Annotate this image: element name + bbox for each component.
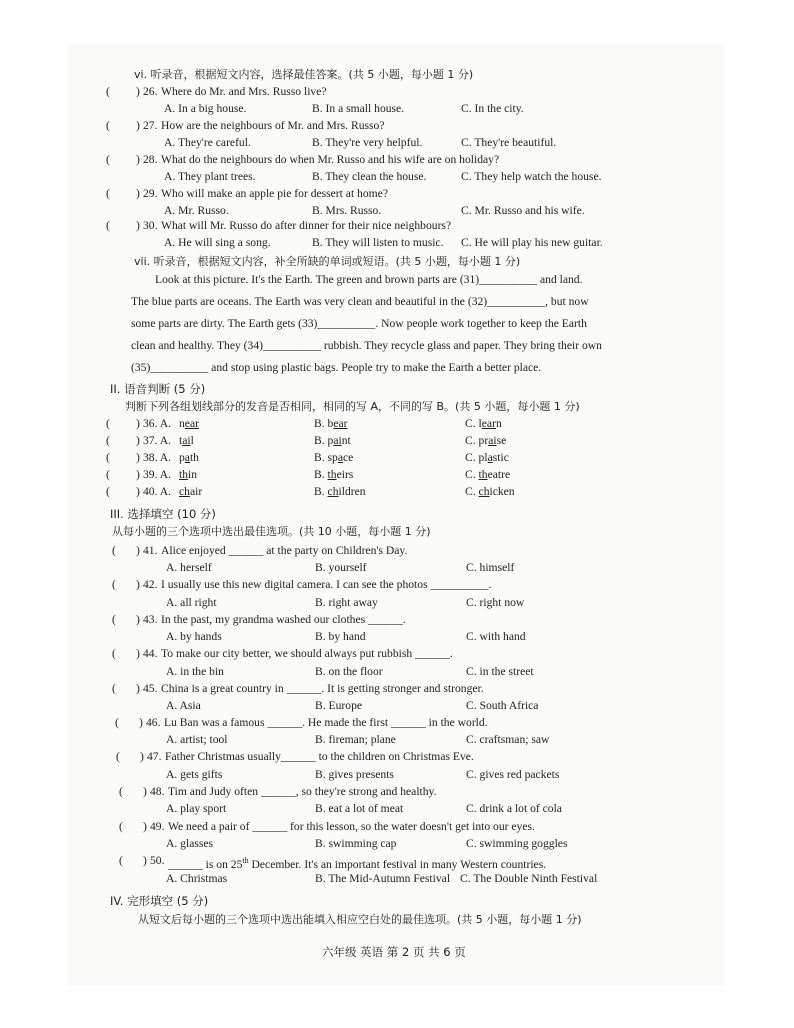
option-b-label: B. — [314, 468, 325, 481]
section-vii-heading: vii. 听录音，根据短文内容，补全所缺的单词或短语。(共 5 小题，每小题 1 分) — [134, 255, 521, 268]
word-a-prefix: n — [179, 417, 185, 430]
option-b-label: B. — [314, 451, 325, 464]
option-c-label: C. — [465, 468, 476, 481]
option-c: C. He will play his new guitar. — [461, 236, 603, 249]
option-b: B. fireman; plane — [315, 733, 396, 746]
word-c-prefix: l — [478, 417, 482, 430]
word-b-suffix: eirs — [336, 468, 354, 481]
option-c: C. They're beautiful. — [461, 136, 557, 149]
question-number: 50. — [150, 854, 165, 867]
word-c — [465, 433, 506, 449]
word-a-prefix: p — [179, 451, 185, 464]
word-a-underlined: ear — [184, 417, 199, 430]
answer-bracket-close: ) — [136, 485, 140, 498]
word-b-underlined: ai — [333, 434, 342, 447]
word-a-underlined: ch — [179, 485, 190, 498]
question-number: 30. — [143, 219, 158, 232]
passage-line-4: clean and healthy. They (34)__________ rubbish. They recycle glass and paper. They bring their own — [131, 339, 602, 352]
answer-bracket-open: ( — [106, 485, 110, 498]
word-a — [179, 433, 194, 449]
word-b — [314, 484, 366, 500]
word-b-prefix: p — [327, 434, 334, 447]
option-c: C. craftsman; saw — [466, 733, 550, 746]
option-b: B. The Mid-Autumn Festival — [315, 872, 451, 885]
option-c: C. with hand — [466, 630, 526, 643]
question-text: I usually use this new digital camera. I can see the photos __________. — [161, 578, 492, 591]
word-c-suffix: stic — [492, 451, 509, 464]
word-c-underlined: a — [487, 451, 493, 464]
option-b: B. on the floor — [315, 665, 383, 678]
option-c-label: C. — [465, 417, 476, 430]
answer-bracket-open: ( — [115, 716, 119, 729]
word-c — [465, 467, 510, 483]
question-number: 27. — [143, 119, 158, 132]
section-3-title: III. 选择填空 (10 分) — [110, 507, 216, 521]
answer-bracket-open: ( — [112, 647, 116, 660]
section-2-instruction: 判断下列各组划线部分的发音是否相同，相同的写 A，不同的写 B。(共 5 小题，每小题 1 分) — [125, 400, 580, 413]
option-c: C. Mr. Russo and his wife. — [461, 204, 585, 217]
word-a-underlined: ai — [182, 434, 191, 447]
word-c-underlined: th — [478, 468, 488, 481]
word-b-underlined: th — [327, 468, 337, 481]
passage-line-2: The blue parts are oceans. The Earth was very clean and beautiful in the (32)__________, but now — [131, 295, 589, 308]
answer-bracket-open: ( — [106, 85, 110, 98]
option-a: A. play sport — [166, 802, 227, 815]
question-text: Where do Mr. and Mrs. Russo live? — [161, 85, 327, 98]
question-number: 42. — [143, 578, 158, 591]
option-b: B. swimming cap — [315, 837, 397, 850]
question-text-start: ______ is on 25 — [168, 857, 243, 871]
passage-line-5: (35)__________ and stop using plastic bags. People try to make the Earth a better place. — [131, 361, 542, 374]
answer-bracket-open: ( — [106, 119, 110, 132]
word-b-suffix: nt — [341, 434, 351, 447]
section-4-instruction: 从短文后每小题的三个选项中选出能填入相应空白处的最佳选项。(共 5 小题，每小题 1 分) — [138, 913, 582, 926]
question-number: 36. A. — [143, 417, 172, 430]
answer-bracket-close: ) — [136, 434, 140, 447]
question-text: What will Mr. Russo do after dinner for their nice neighbours? — [161, 219, 452, 232]
answer-bracket-open: ( — [119, 820, 123, 833]
option-a: A. gets gifts — [166, 768, 223, 781]
option-c: C. gives red packets — [466, 768, 560, 781]
option-c: C. They help watch the house. — [461, 170, 602, 183]
question-text: Tim and Judy often ______, so they're strong and healthy. — [168, 785, 437, 798]
word-a-suffix: th — [189, 451, 199, 464]
word-b — [314, 467, 353, 483]
question-text: How are the neighbours of Mr. and Mrs. Russo? — [161, 119, 385, 132]
option-c: C. in the street — [466, 665, 534, 678]
option-a: A. in the bin — [166, 665, 224, 678]
question-number: 37. A. — [143, 434, 172, 447]
answer-bracket-close: ) — [136, 119, 140, 132]
section-3-instruction: 从每小题的三个选项中选出最佳选项。(共 10 小题，每小题 1 分) — [112, 525, 431, 538]
option-a: A. In a big house. — [164, 102, 247, 115]
word-c-suffix: se — [496, 434, 507, 447]
word-a-suffix: l — [190, 434, 194, 447]
question-number: 46. — [146, 716, 161, 729]
option-b: B. They clean the house. — [312, 170, 427, 183]
question-number: 45. — [143, 682, 158, 695]
question-text: What do the neighbours do when Mr. Russo and his wife are on holiday? — [161, 153, 500, 166]
passage-line-1: Look at this picture. It's the Earth. The green and brown parts are (31)__________ and land. — [155, 273, 583, 286]
option-b: B. Mrs. Russo. — [312, 204, 382, 217]
answer-bracket-close: ) — [136, 468, 140, 481]
option-a: A. by hands — [166, 630, 222, 643]
word-c — [465, 484, 515, 500]
option-b-label: B. — [314, 417, 325, 430]
question-number: 28. — [143, 153, 158, 166]
question-number: 39. A. — [143, 468, 172, 481]
word-a-underlined: th — [179, 468, 189, 481]
answer-bracket-close: ) — [143, 785, 147, 798]
option-a: A. glasses — [166, 837, 214, 850]
question-number: 49. — [150, 820, 165, 833]
word-c-underlined: ai — [488, 434, 497, 447]
word-c — [465, 450, 509, 466]
option-a: A. Christmas — [166, 872, 228, 885]
option-b: B. eat a lot of meat — [315, 802, 404, 815]
ordinal-suffix: th — [242, 856, 249, 865]
answer-bracket-close: ) — [136, 85, 140, 98]
option-a: A. He will sing a song. — [164, 236, 271, 249]
word-a — [179, 484, 202, 500]
option-c: C. right now — [466, 596, 525, 609]
word-b — [314, 450, 353, 466]
option-c: C. The Double Ninth Festival — [460, 872, 598, 885]
answer-bracket-close: ) — [136, 153, 140, 166]
answer-bracket-close: ) — [143, 820, 147, 833]
answer-bracket-open: ( — [119, 854, 123, 867]
option-a: A. Asia — [166, 699, 201, 712]
option-b: B. right away — [315, 596, 378, 609]
word-b-prefix: sp — [327, 451, 338, 464]
word-b-underlined: a — [337, 451, 344, 464]
answer-bracket-open: ( — [106, 468, 110, 481]
question-number: 48. — [150, 785, 165, 798]
word-b-underlined: ear — [333, 417, 348, 430]
question-text: In the past, my grandma washed our clothes ______. — [161, 613, 406, 626]
answer-bracket-close: ) — [136, 647, 140, 660]
answer-bracket-open: ( — [106, 451, 110, 464]
word-c-underlined: ch — [478, 485, 490, 498]
option-c-label: C. — [465, 451, 476, 464]
option-c: C. In the city. — [461, 102, 524, 115]
answer-bracket-open: ( — [112, 682, 116, 695]
word-b-suffix: ildren — [338, 485, 366, 498]
word-c-suffix: eatre — [487, 468, 511, 481]
answer-bracket-open: ( — [119, 785, 123, 798]
question-text: Who will make an apple pie for dessert at home? — [161, 187, 388, 200]
word-c-suffix: n — [495, 417, 502, 430]
question-text: We need a pair of ______ for this lesson, so the water doesn't get into our eyes. — [168, 820, 535, 833]
option-a: A. herself — [166, 561, 212, 574]
section-vi-heading: vi. 听录音，根据短文内容，选择最佳答案。(共 5 小题，每小题 1 分) — [134, 68, 474, 81]
question-text: Father Christmas usually______ to the children on Christmas Eve. — [165, 750, 474, 763]
option-c: C. South Africa — [466, 699, 539, 712]
word-c-suffix: icken — [489, 485, 515, 498]
question-text — [168, 853, 546, 873]
option-a: A. Mr. Russo. — [164, 204, 229, 217]
answer-bracket-close: ) — [136, 578, 140, 591]
answer-bracket-open: ( — [106, 434, 110, 447]
question-text: China is a great country in ______. It is getting stronger and stronger. — [161, 682, 484, 695]
word-a — [179, 416, 199, 432]
answer-bracket-close: ) — [140, 750, 144, 763]
word-a-underlined: a — [184, 451, 190, 464]
option-b: B. In a small house. — [312, 102, 405, 115]
word-a — [179, 450, 199, 466]
option-b: B. yourself — [315, 561, 367, 574]
question-text: To make our city better, we should always put rubbish ______. — [161, 647, 453, 660]
option-c: C. himself — [466, 561, 515, 574]
word-b-suffix: ce — [343, 451, 354, 464]
answer-bracket-close: ) — [136, 544, 140, 557]
word-b — [314, 416, 348, 432]
word-c-underlined: ear — [481, 417, 496, 430]
answer-bracket-open: ( — [116, 750, 120, 763]
answer-bracket-open: ( — [112, 578, 116, 591]
answer-bracket-close: ) — [136, 219, 140, 232]
option-c-label: C. — [465, 485, 476, 498]
question-number: 29. — [143, 187, 158, 200]
question-text: Alice enjoyed ______ at the party on Children's Day. — [161, 544, 408, 557]
answer-bracket-open: ( — [106, 417, 110, 430]
answer-bracket-open: ( — [106, 219, 110, 232]
option-a: A. They plant trees. — [164, 170, 256, 183]
word-b — [314, 433, 351, 449]
section-2-title: II. 语音判断 (5 分) — [110, 382, 206, 396]
page-footer: 六年级 英语 第 2 页 共 6 页 — [322, 945, 466, 959]
option-c: C. swimming goggles — [466, 837, 568, 850]
option-b: B. They're very helpful. — [312, 136, 423, 149]
answer-bracket-open: ( — [106, 153, 110, 166]
option-a: A. all right — [166, 596, 217, 609]
question-number: 43. — [143, 613, 158, 626]
option-b: B. by hand — [315, 630, 366, 643]
question-number: 44. — [143, 647, 158, 660]
word-a — [179, 467, 197, 483]
option-b: B. Europe — [315, 699, 363, 712]
word-c-prefix: pl — [478, 451, 488, 464]
answer-bracket-close: ) — [136, 187, 140, 200]
answer-bracket-open: ( — [106, 187, 110, 200]
option-a: A. They're careful. — [164, 136, 251, 149]
answer-bracket-close: ) — [139, 716, 143, 729]
word-a-suffix: air — [189, 485, 203, 498]
answer-bracket-close: ) — [136, 682, 140, 695]
question-number: 26. — [143, 85, 158, 98]
section-4-title: IV. 完形填空 (5 分) — [110, 894, 209, 908]
option-b: B. They will listen to music. — [312, 236, 444, 249]
answer-bracket-open: ( — [112, 544, 116, 557]
question-text-end: December. It's an important festival in many Western countries. — [248, 857, 547, 871]
word-a-suffix: in — [188, 468, 198, 481]
answer-bracket-close: ) — [136, 613, 140, 626]
word-c-prefix: pr — [478, 434, 489, 447]
option-b-label: B. — [314, 434, 325, 447]
answer-bracket-close: ) — [143, 854, 147, 867]
answer-bracket-open: ( — [112, 613, 116, 626]
passage-line-3: some parts are dirty. The Earth gets (33)__________. Now people work together to keep the Earth — [131, 317, 587, 330]
question-number: 47. — [147, 750, 162, 763]
question-number: 40. A. — [143, 485, 172, 498]
word-c — [465, 416, 502, 432]
option-c-label: C. — [465, 434, 476, 447]
word-b-prefix: b — [327, 417, 334, 430]
question-text: Lu Ban was a famous ______. He made the first ______ in the world. — [164, 716, 488, 729]
option-b: B. gives presents — [315, 768, 394, 781]
option-c: C. drink a lot of cola — [466, 802, 562, 815]
question-number: 41. — [143, 544, 158, 557]
word-b-underlined: ch — [327, 485, 339, 498]
answer-bracket-close: ) — [136, 451, 140, 464]
question-number: 38. A. — [143, 451, 172, 464]
answer-bracket-close: ) — [136, 417, 140, 430]
option-b-label: B. — [314, 485, 325, 498]
option-a: A. artist; tool — [166, 733, 228, 746]
word-a-prefix: t — [179, 434, 183, 447]
